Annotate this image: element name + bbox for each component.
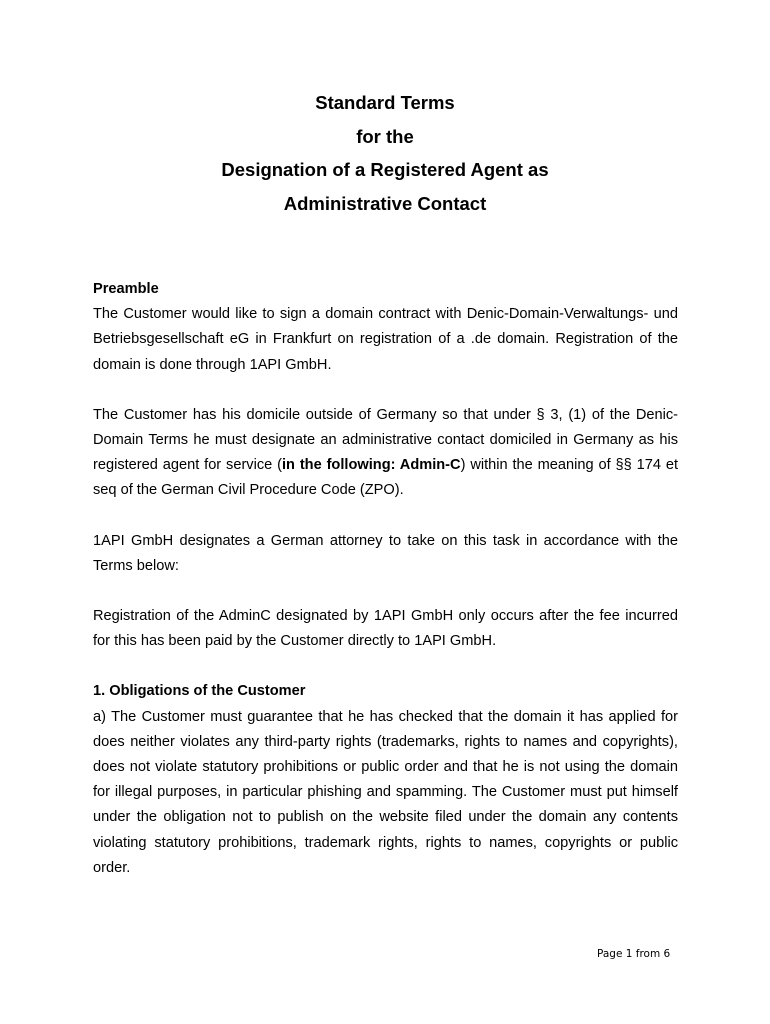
section-1-heading: 1. Obligations of the Customer bbox=[93, 683, 306, 700]
title-line-4: Administrative Contact bbox=[283, 192, 487, 214]
page-number: Page 1 from 6 bbox=[597, 948, 671, 960]
preamble-paragraph-1: The Customer would like to sign a domain contract with Denic-Domain-Verwaltungs- und Betriebsgesellschaft eG in Frankfurt on registration of a .de domain. Registration of the domain is done through 1API GmbH. bbox=[93, 306, 678, 373]
admin-c-definition: in the following: Admin-C bbox=[281, 457, 461, 474]
title-line-1: Standard Terms bbox=[315, 92, 455, 113]
preamble-paragraph-4: Registration of the AdminC designated by 1API GmbH only occurs after the fee incurred for this has been paid by the Customer directly to 1API GmbH. bbox=[93, 608, 678, 650]
document-title bbox=[0, 86, 770, 220]
preamble-heading: Preamble bbox=[93, 281, 159, 297]
section-1-paragraph-a: a) The Customer must guarantee that he has checked that the domain it has applied for does neither violates any third-party rights (trademarks, rights to names and copyrights), does not violate statutory prohibitions or public order and that he is not using the domain for illegal purposes, in particular phishing and spamming. The Customer must put himself under the obligation not to publish on the website filed under the domain any contents violating statutory prohibitions, trademark rights, rights to names, copyrights or public order. bbox=[93, 708, 678, 876]
preamble-paragraph-2 bbox=[93, 403, 678, 504]
title-line-3: Designation of a Registered Agent as bbox=[221, 159, 549, 180]
title-line-2: for the bbox=[356, 125, 414, 147]
document-body bbox=[93, 277, 678, 881]
preamble-paragraph-2-end: ) within the meaning of §§ 174 et seq of the German Civil Procedure Code (ZPO). bbox=[93, 457, 678, 499]
preamble-paragraph-3: 1API GmbH designates a German attorney to take on this task in accordance with the Terms below: bbox=[93, 532, 678, 574]
preamble-paragraph-2-start: The Customer has his domicile outside of Germany so that under § 3, (1) of the Denic-Domain Terms he must designate an administrative contact domiciled in Germany as his registered agent for service ( bbox=[93, 406, 678, 474]
